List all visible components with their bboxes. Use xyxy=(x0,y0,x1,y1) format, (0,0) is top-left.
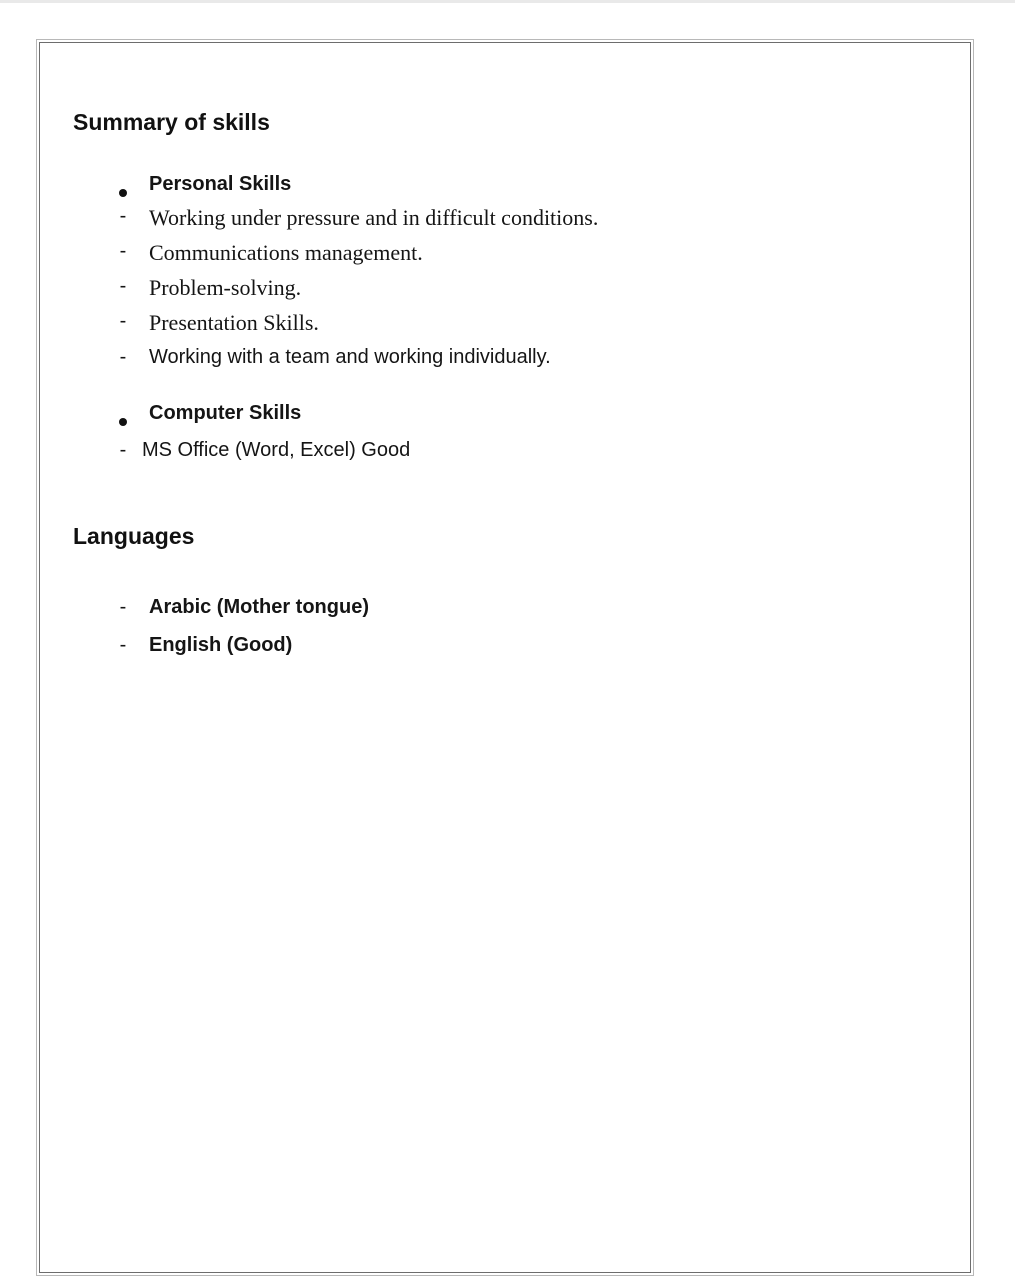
section-title-summary: Summary of skills xyxy=(73,109,270,135)
skill-text: Presentation Skills. xyxy=(149,310,319,335)
bullet-icon xyxy=(116,409,130,432)
language-text: English (Good) xyxy=(149,634,293,656)
skill-text: Working with a team and working individually. xyxy=(149,346,551,368)
language-text: Arabic (Mother tongue) xyxy=(149,596,369,618)
dash-icon: - xyxy=(119,634,127,656)
section-title-languages: Languages xyxy=(73,523,195,549)
skill-text: Problem-solving. xyxy=(149,275,302,300)
dash-icon: - xyxy=(119,310,127,332)
skill-text: MS Office (Word, Excel) Good xyxy=(142,439,411,461)
dash-icon: - xyxy=(119,275,127,297)
computer-skills-heading: Computer Skills xyxy=(149,402,302,424)
dash-icon: - xyxy=(119,596,127,618)
top-divider xyxy=(0,0,1015,3)
dash-icon: - xyxy=(119,240,127,262)
dash-icon: - xyxy=(119,205,127,227)
dash-icon: - xyxy=(119,439,127,461)
document-page xyxy=(39,42,971,1273)
bullet-icon xyxy=(116,180,130,203)
personal-skills-heading: Personal Skills xyxy=(149,173,292,195)
skill-text: Working under pressure and in difficult conditions. xyxy=(149,205,599,230)
dash-icon: - xyxy=(119,346,127,368)
skill-text: Communications management. xyxy=(149,240,423,265)
